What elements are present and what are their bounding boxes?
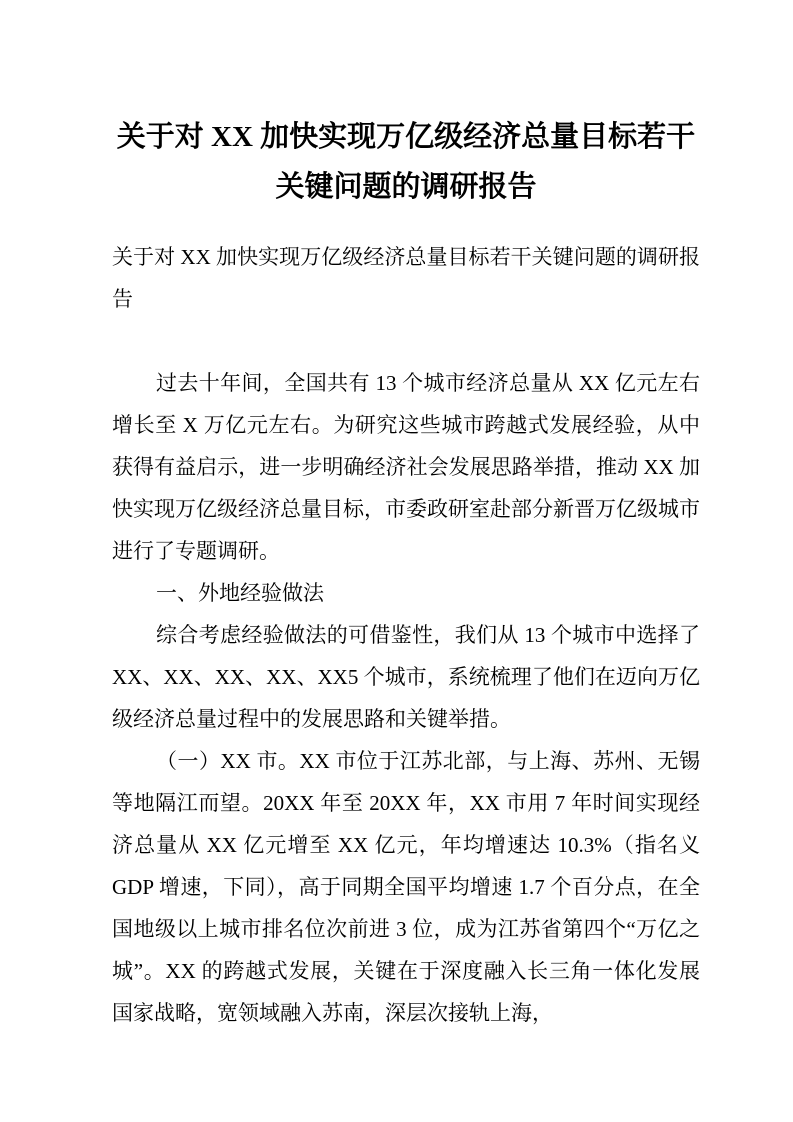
paragraph-city-selection: 综合考虑经验做法的可借鉴性，我们从 13 个城市中选择了 XX、XX、XX、XX、XX5 个城市，系统梳理了他们在迈向万亿级经济总量过程中的发展思路和关键举措。 <box>112 623 700 731</box>
paragraph-city-one: （一）XX 市。XX 市位于江苏北部，与上海、苏州、无锡等地隔江而望。20XX 年至 20XX 年，XX 市用 7 年时间实现经济总量从 XX 亿元增至 XX 亿元，年均增速达 10.3%（指名义 GDP 增速，下同），高于同期全国平均增速 1.7 个百分点，在全国地级以上城市排名位次前进 3 位，成为江苏省第四个“万亿之城”。XX 的跨越式发展，关键在于深度融入长三角一体化发展国家战略，宽领域融入苏南，深层次接轨上海， <box>112 749 700 1025</box>
document-title: 关于对 XX 加快实现万亿级经济总量目标若干关键问题的调研报告 <box>116 121 696 203</box>
document-subtitle: 关于对 XX 加快实现万亿级经济总量目标若干关键问题的调研报告 <box>112 245 700 311</box>
section-heading-external-experience: 一、外地经验做法 <box>156 581 324 605</box>
paragraph-intro: 过去十年间，全国共有 13 个城市经济总量从 XX 亿元左右增长至 X 万亿元左右。为研究这些城市跨越式发展经验，从中获得有益启示，进一步明确经济社会发展思路举措，推动 XX 加快实现万亿级经济总量目标，市委政研室赴部分新晋万亿级城市进行了专题调研。 <box>112 371 700 563</box>
